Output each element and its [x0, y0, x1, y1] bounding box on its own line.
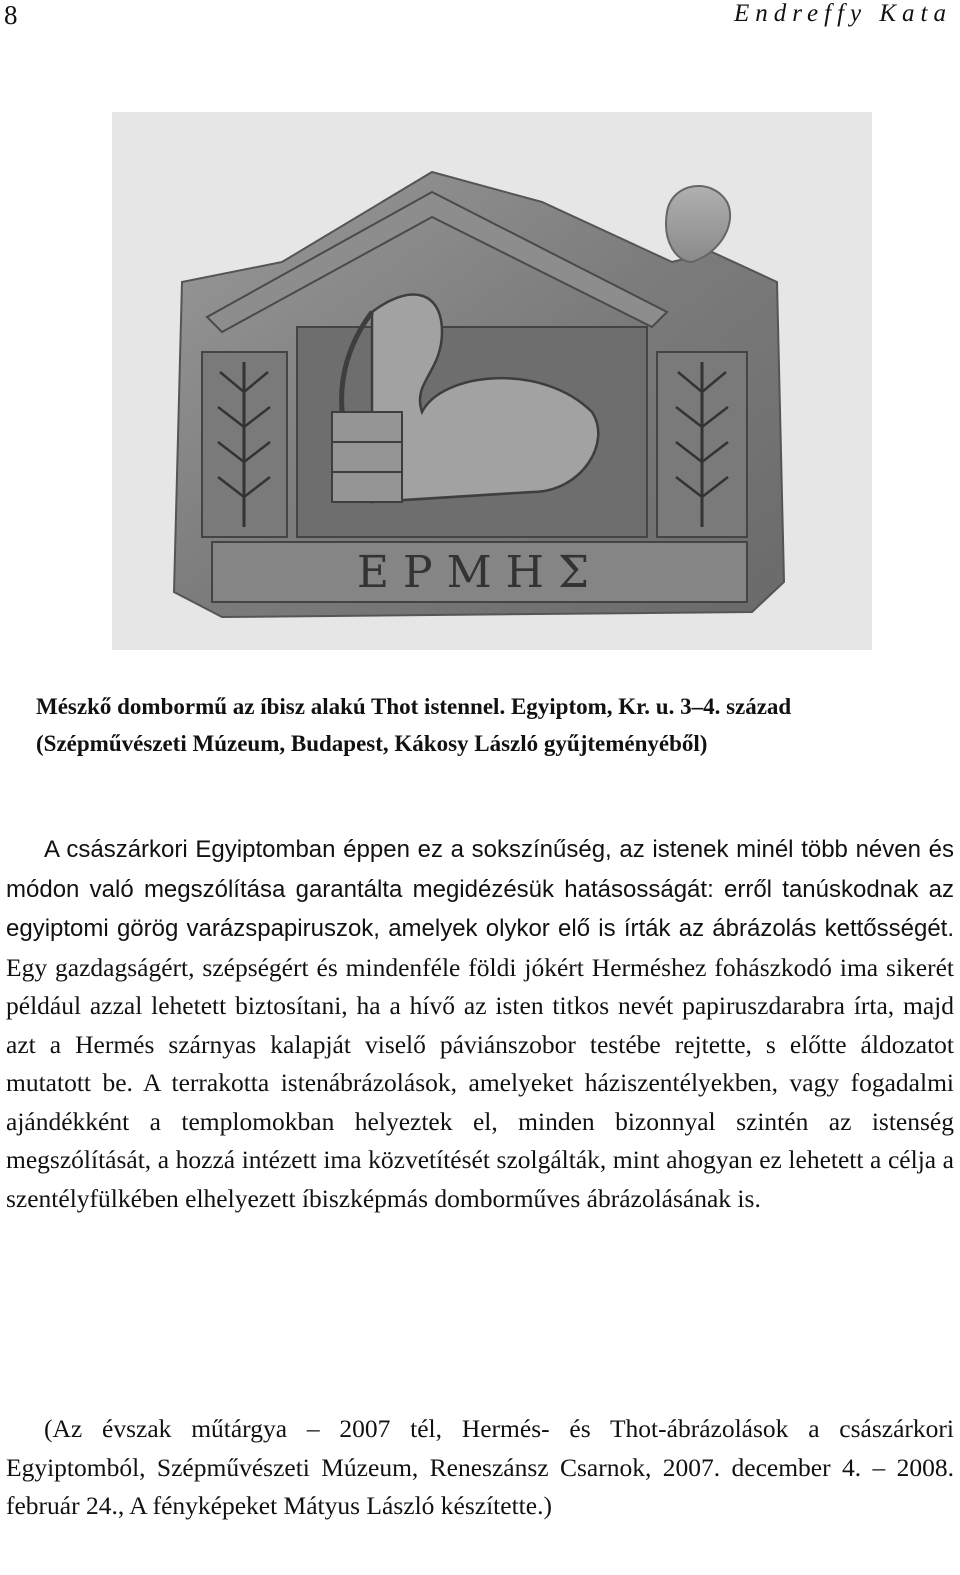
- exhibition-note: (Az évszak műtárgya – 2007 tél, Hermés- és Thot-ábrázolások a császárkori Egyiptomból, Szépművészeti Múzeum, Reneszánsz Csarnok, 2007. december 4. – 2008. február 24., A fényképeket Mátyus László készítette.): [6, 1414, 954, 1520]
- body-paragraph: [6, 830, 954, 1218]
- relief-inscription: ΕΡΜΗΣ: [356, 547, 604, 598]
- ibis-relief-image: [112, 112, 872, 650]
- caption-line-1: Mészkő dombormű az íbisz alakú Thot istennel. Egyiptom, Kr. u. 3–4. század: [36, 694, 792, 719]
- figure-caption: [36, 688, 936, 762]
- running-head-author: Endreffy Kata: [733, 0, 952, 27]
- body-paragraph-serif-part: Egy gazdagságért, szépségért és mindenféle földi jókért Herméshez fohászkodó ima sikerét például azzal lehetett biztosítani, ha a hívő az isten titkos nevét papiruszdarabra írta, majd azt a Hermés szárnyas kalapját viselő páviánszobor testébe rejtette, s előtte áldozatot mutatott be. A terrakotta istenábrázolások, amelyeket háziszentélyekben, vagy fogadalmi ajándékként a templomokban helyeztek el, minden bizonnyal szintén az istenség megszólítását, a hozzá intézett ima közvetítését szolgálták, mint ahogyan ez lehetett a célja a szentélyfülkében elhelyezett íbiszképmás domborműves ábrázolásának is.: [6, 952, 954, 1213]
- body-paragraph-sans-part: A császárkori Egyiptomban éppen ez a sokszínűség, az istenek minél több néven és módon való megszólítása garantálta megidézésük hatásosságát: erről tanúskodnak az egyiptomi görög varázspapiruszok, amelyek olykor elő is írták az ábrázolás kettősségét.: [6, 836, 954, 942]
- page-number: 8: [4, 0, 18, 30]
- relief-photo: [112, 112, 872, 650]
- caption-line-2: (Szépművészeti Múzeum, Budapest, Kákosy László gyűjteményéből): [36, 731, 708, 756]
